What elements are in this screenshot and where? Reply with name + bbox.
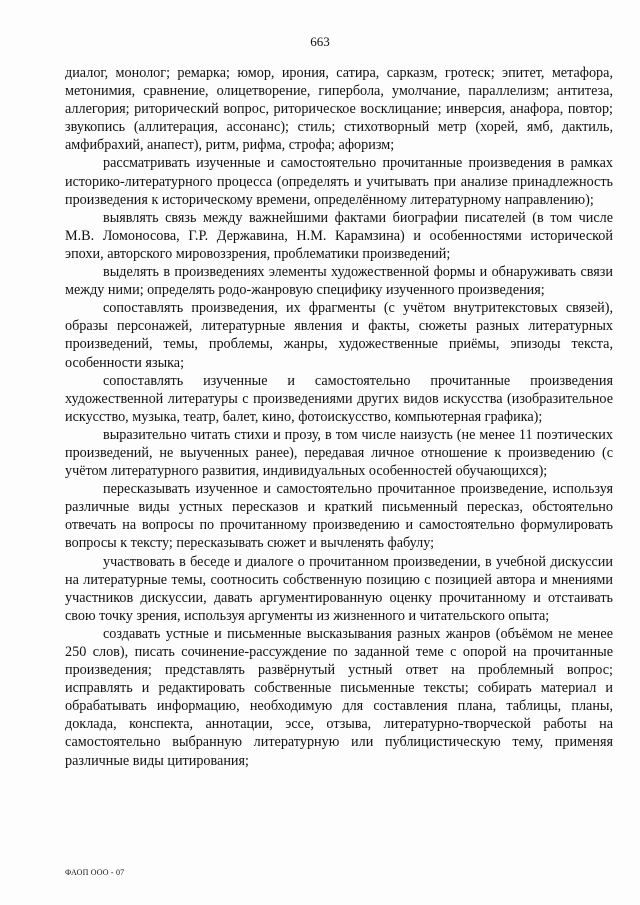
paragraph-5: сопоставлять произведения, их фрагменты (с учётом внутритекстовых связей), образы персонажей, литературные явления и факты, сюжеты разных литературных произведений, темы, проблемы, жанры, художественные приёмы, эпизоды текста, особенности языка; — [65, 300, 613, 371]
paragraph-1: диалог, монолог; ремарка; юмор, ирония, сатира, сарказм, гротеск; эпитет, метафора, метонимия, сравнение, олицетворение, гипербола, умолчание, параллелизм; антитеза, аллегория; риторический вопрос, риторическое восклицание; инверсия, анафора, повтор; звукопись (аллитерация, ассонанс); стиль; стихотворный метр (хорей, ямб, дактиль, амфибрахий, анапест), ритм, рифма, строфа; афоризм; — [65, 65, 613, 154]
paragraph-3: выявлять связь между важнейшими фактами биографии писателей (в том числе М.В. Ломоносова, Г.Р. Державина, Н.М. Карамзина) и особенностями исторической эпохи, авторского мировоззрения, проблематики произведений; — [65, 209, 613, 262]
paragraph-2: рассматривать изученные и самостоятельно прочитанные произведения в рамках историко-литературного процесса (определять и учитывать при анализе принадлежность произведения к историческому времени, определённому литературному направлению); — [65, 155, 613, 208]
page-footer: ФАОП ООО - 07 — [65, 868, 125, 877]
paragraph-6: сопоставлять изученные и самостоятельно прочитанные произведения художественной литературы с произведениями других видов искусства (изобразительное искусство, музыка, театр, балет, кино, фотоискусство, компьютерная графика); — [65, 372, 613, 425]
paragraph-10: создавать устные и письменные высказывания разных жанров (объёмом не менее 250 слов), писать сочинение-рассуждение по заданной теме с опорой на прочитанные произведения; представлять развёрнутый устный ответ на проблемный вопрос; исправлять и редактировать собственные письменные тексты; собирать материал и обрабатывать информацию, необходимую для составления плана, таблицы, планы, доклада, конспекта, аннотации, эссе, отзыва, литературно-творческой работы на самостоятельно выбранную литературную или публицистическую тему, применяя различные виды цитирования; — [65, 625, 613, 769]
paragraph-9: участвовать в беседе и диалоге о прочитанном произведении, в учебной дискуссии на литературные темы, соотносить собственную позицию с позицией автора и мнениями участников дискуссии, давать аргументированную оценку прочитанному и отстаивать свою точку зрения, используя аргументы из жизненного и читательского опыта; — [65, 553, 613, 624]
paragraph-8: пересказывать изученное и самостоятельно прочитанное произведение, используя различные виды устных пересказов и краткий письменный пересказ, обстоятельно отвечать на вопросы по прочитанному произведению и самостоятельно формулировать вопросы к тексту; пересказывать сюжет и вычленять фабулу; — [65, 481, 613, 552]
paragraph-4: выделять в произведениях элементы художественной формы и обнаруживать связи между ними; определять родо-жанровую специфику изученного произведения; — [65, 264, 613, 299]
page-number: 663 — [310, 34, 330, 49]
document-body — [65, 64, 613, 770]
paragraph-7: выразительно читать стихи и прозу, в том числе наизусть (не менее 11 поэтических произведений, не выученных ранее), передавая личное отношение к произведению (с учётом литературного развития, индивидуальных особенностей обучающихся); — [65, 426, 613, 480]
